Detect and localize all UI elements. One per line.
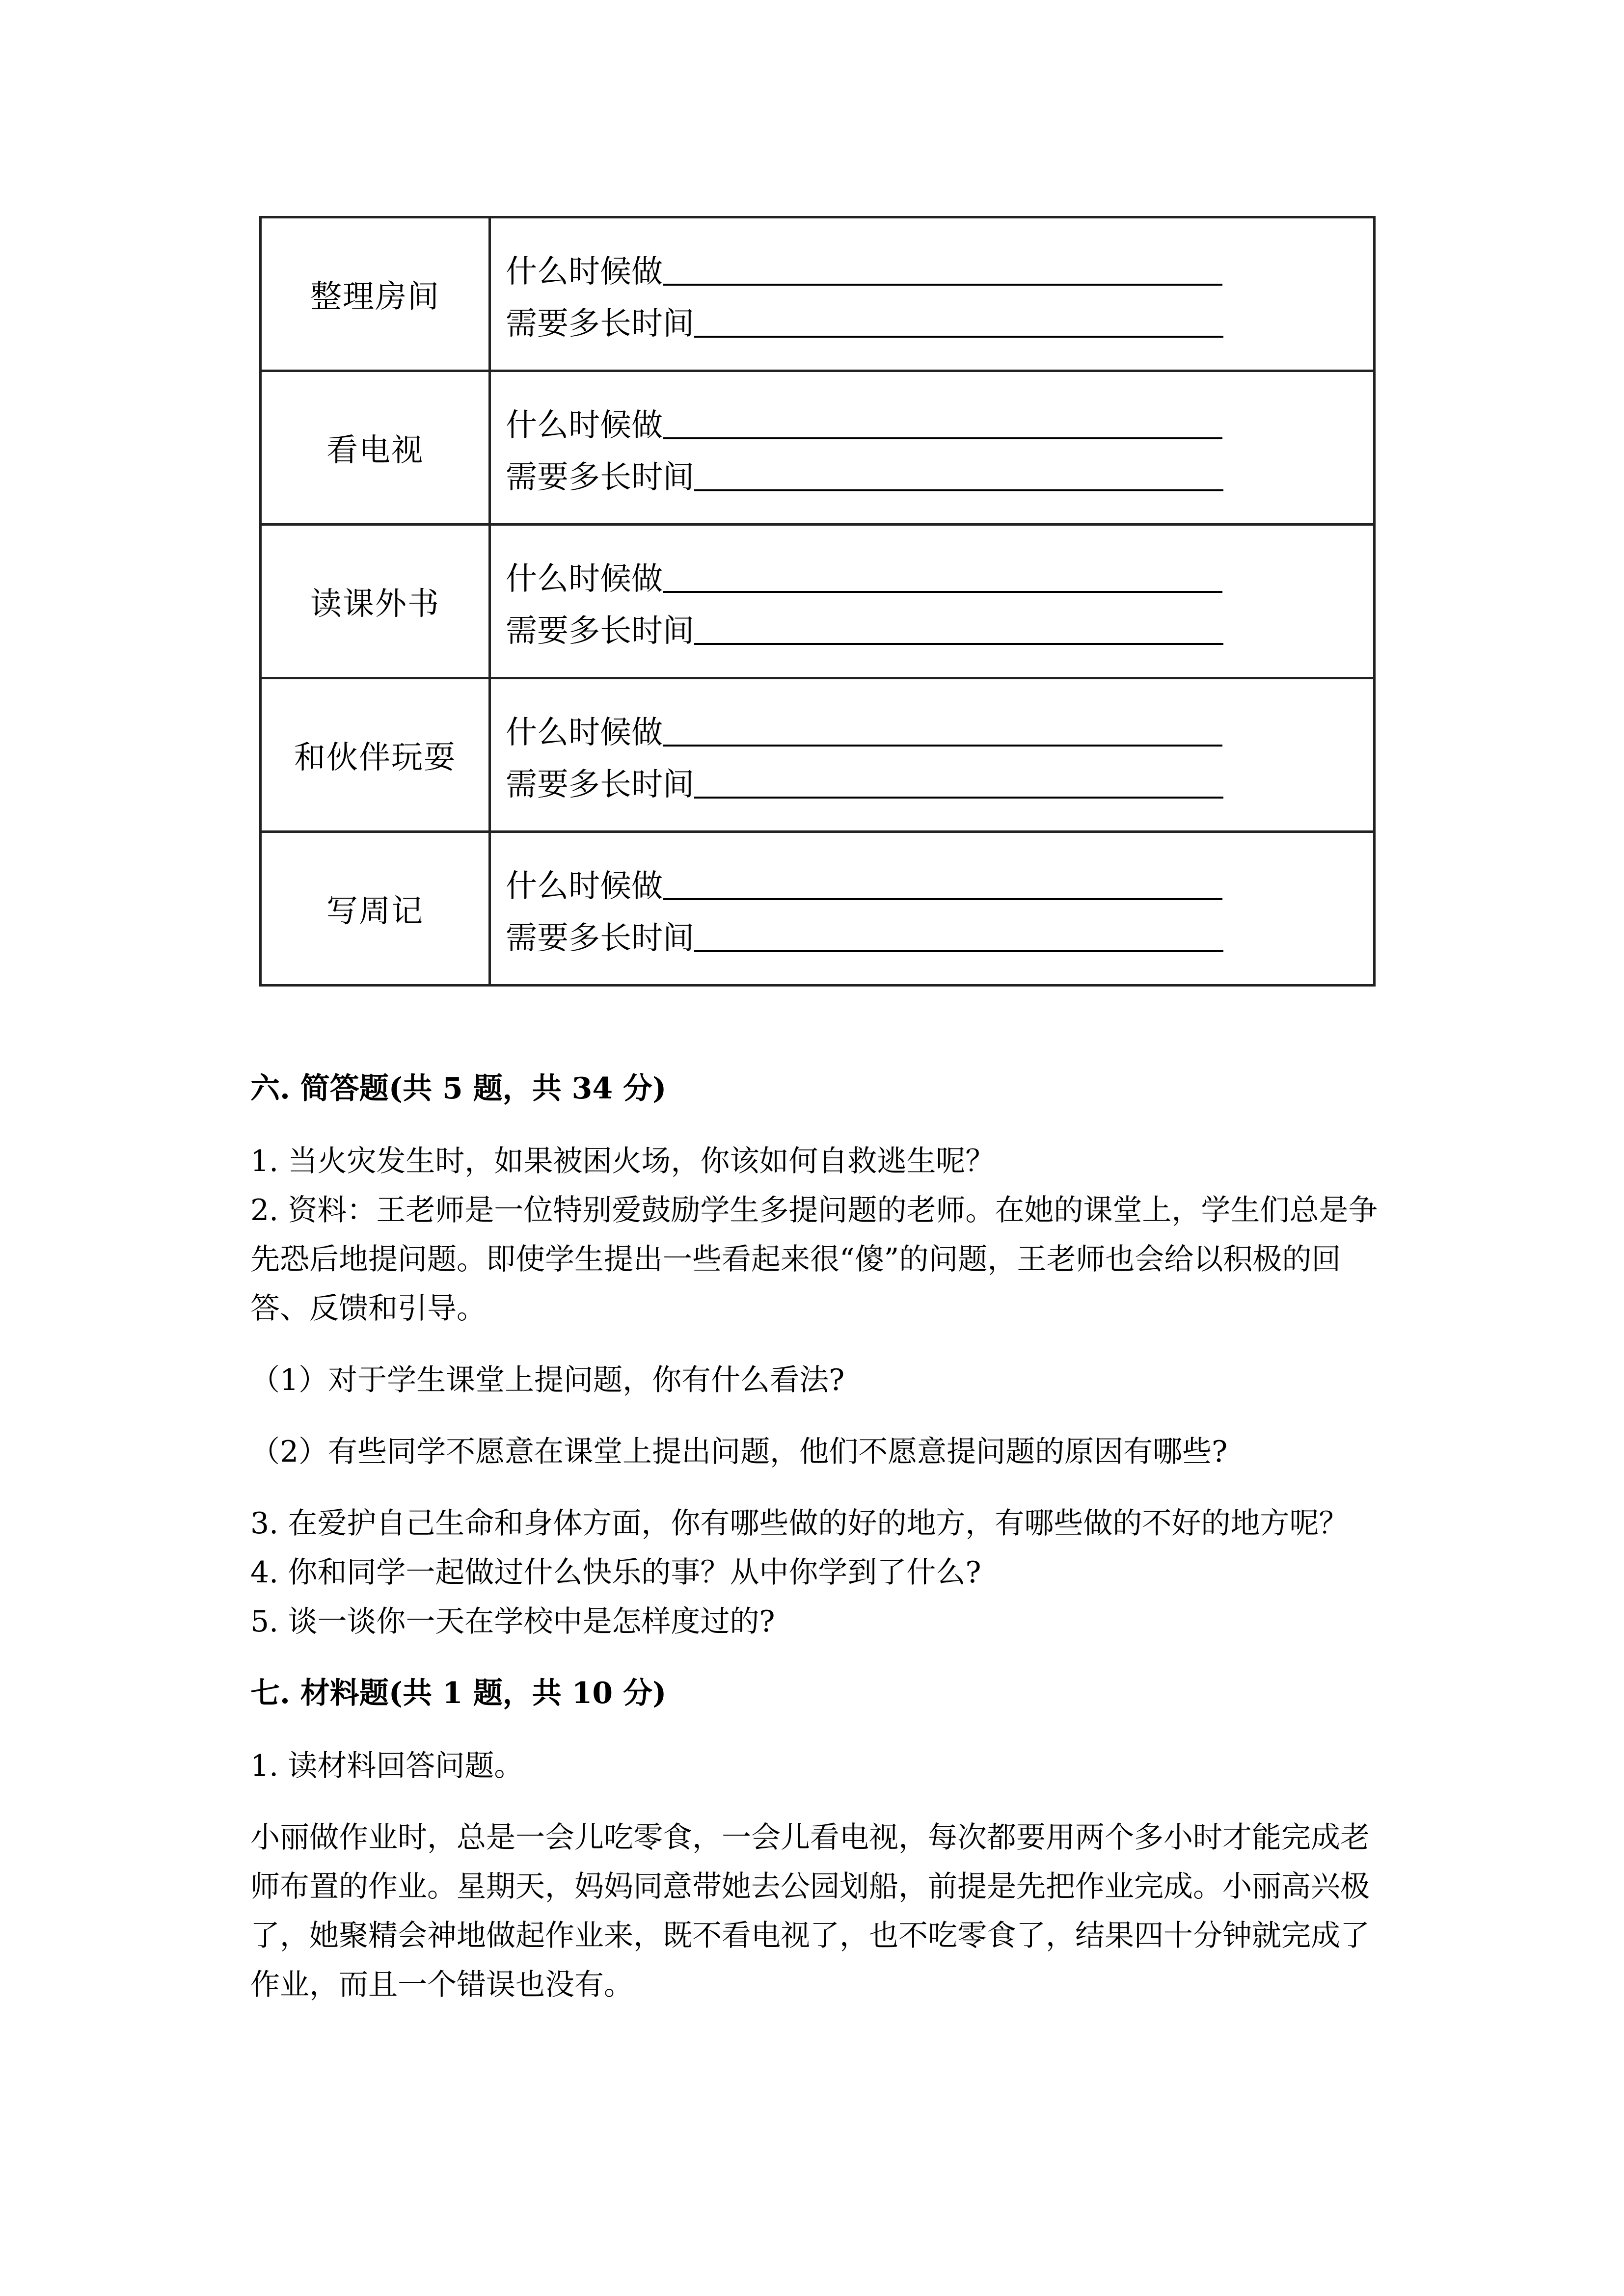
duration-blank[interactable] [694,641,1223,645]
duration-line [506,759,1373,802]
when-blank[interactable] [663,896,1222,900]
spacer [250,1476,1380,1499]
when-blank[interactable] [663,282,1222,286]
duration-label: 需要多长时间 [506,613,694,649]
duration-blank[interactable] [694,487,1223,491]
fill-cell [490,371,1375,525]
duration-line [506,606,1373,649]
duration-blank[interactable] [694,948,1223,952]
fill-cell [490,525,1375,678]
when-label: 什么时候做 [506,407,663,444]
section-seven-title: 七. 材料题(共 1 题，共 10 分) [250,1676,667,1710]
when-label: 什么时候做 [506,715,663,751]
when-blank[interactable] [663,435,1222,439]
when-label: 什么时候做 [506,868,663,905]
question-5: 5. 谈一谈你一天在学校中是怎样度过的? [250,1604,775,1639]
question-2: 2. 资料：王老师是一位特别爱鼓励学生多提问题的老师。在她的课堂上，学生们总是争先恐后地提问题。即使学生提出一些看起来很“傻”的问题，王老师也会给以积极的回答、反馈和引导。 [250,1193,1378,1326]
activity-cell: 和伙伴玩耍 [261,678,490,832]
spacer [250,1790,1380,1813]
question-2-sub-1: （1）对于学生课堂上提问题，你有什么看法? [250,1363,845,1397]
duration-line [506,298,1373,342]
schedule-table [259,216,1376,987]
questions-content [250,1064,1380,2009]
activity-cell: 写周记 [261,832,490,986]
activity-cell: 看电视 [261,371,490,525]
when-line [506,707,1373,750]
duration-label: 需要多长时间 [506,459,694,496]
fill-cell [490,832,1375,986]
when-label: 什么时候做 [506,561,663,597]
table-row [261,371,1375,525]
when-blank[interactable] [663,743,1222,747]
table-row [261,217,1375,371]
duration-label: 需要多长时间 [506,920,694,957]
question-3: 3. 在爱护自己生命和身体方面，你有哪些做的好的地方，有哪些做的不好的地方呢？ [250,1506,1349,1541]
material-text: 小丽做作业时，总是一会儿吃零食，一会儿看电视，每次都要用两个多小时才能完成老师布置的作业。星期天，妈妈同意带她去公园划船，前提是先把作业完成。小丽高兴极了，她聚精会神地做起作业来，既不看电视了，也不吃零食了，结果四十分钟就完成了作业，而且一个错误也没有。 [250,1820,1370,2002]
duration-line [506,913,1373,956]
when-line [506,400,1373,443]
spacer [250,1646,1380,1669]
table-row [261,832,1375,986]
table-row [261,525,1375,678]
fill-cell [490,217,1375,371]
section-six-title: 六. 简答题(共 5 题，共 34 分) [250,1071,667,1106]
activity-cell: 读课外书 [261,525,490,678]
activity-cell: 整理房间 [261,217,490,371]
fill-cell [490,678,1375,832]
spacer [250,1333,1380,1356]
table-row [261,678,1375,832]
question-1: 1. 当火灾发生时，如果被困火场，你该如何自救逃生呢？ [250,1144,995,1178]
duration-label: 需要多长时间 [506,306,694,342]
question-4: 4. 你和同学一起做过什么快乐的事？从中你学到了什么? [250,1555,981,1590]
when-line [506,861,1373,904]
duration-label: 需要多长时间 [506,767,694,803]
material-question-1: 1. 读材料回答问题。 [250,1749,524,1783]
question-2-sub-2: （2）有些同学不愿意在课堂上提出问题，他们不愿意提问题的原因有哪些? [250,1435,1228,1469]
when-line [506,554,1373,597]
spacer [250,1405,1380,1427]
when-label: 什么时候做 [506,254,663,290]
duration-blank[interactable] [694,334,1223,338]
duration-line [506,452,1373,495]
when-line [506,246,1373,290]
duration-blank[interactable] [694,795,1223,799]
when-blank[interactable] [663,589,1222,593]
